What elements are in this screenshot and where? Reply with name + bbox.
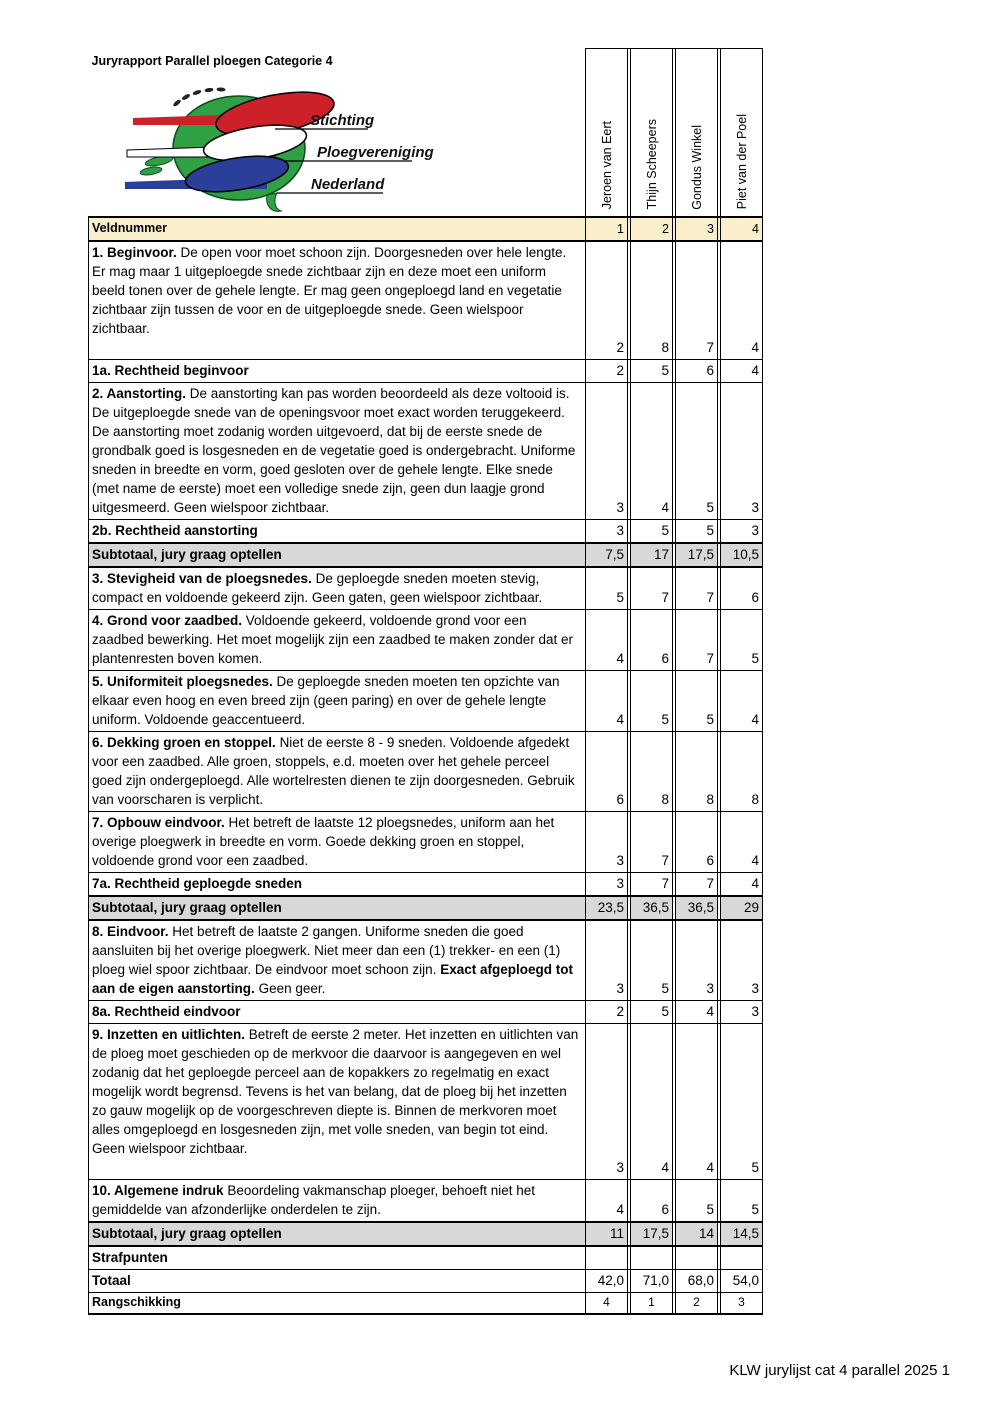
subtotal-value: 17,5 <box>676 543 718 567</box>
competitor-column-1 <box>586 49 628 217</box>
criterion-bold-phrase: Exact afgeploegd tot aan de eigen aanstorting. <box>92 961 573 996</box>
score-cell: 7 <box>676 241 718 360</box>
rank-value: 4 <box>586 1292 628 1314</box>
score-cell: 5 <box>586 567 628 610</box>
veldnummer-row <box>89 217 763 241</box>
subtotal-row-3 <box>89 1222 763 1246</box>
row-label: Strafpunten <box>92 1249 168 1265</box>
score-cell: 5 <box>631 920 673 1001</box>
criterion-row-2 <box>89 382 763 519</box>
row-label: Subtotaal, jury graag optellen <box>92 899 282 915</box>
score-cell: 4 <box>631 1023 673 1179</box>
row-label: Rangschikking <box>92 1294 181 1309</box>
veldnummer-value: 4 <box>721 217 763 241</box>
logo-word-stichting: Stichting <box>309 111 374 129</box>
criterion-label: 7. Opbouw eindvoor. <box>92 814 225 830</box>
score-cell: 5 <box>721 1179 763 1222</box>
score-cell: 3 <box>721 1000 763 1023</box>
score-cell: 4 <box>676 1000 718 1023</box>
score-cell: 2 <box>586 241 628 360</box>
veldnummer-value: 1 <box>586 217 628 241</box>
criterion-row-2b <box>89 519 763 543</box>
totaal-value: 68,0 <box>676 1269 718 1292</box>
criterion-text-cell <box>89 1023 586 1179</box>
criterion-label: 5. Uniformiteit ploegsnedes. <box>92 673 273 689</box>
strafpunten-value <box>631 1246 673 1270</box>
subtotal-value: 7,5 <box>586 543 628 567</box>
score-cell: 6 <box>586 731 628 811</box>
strafpunten-row <box>89 1246 763 1270</box>
subtotal-value: 29 <box>721 896 763 920</box>
jury-table <box>88 48 763 1315</box>
score-cell: 4 <box>721 872 763 896</box>
criterion-label: 7a. Rechtheid geploegde sneden <box>92 875 303 891</box>
criterion-label: 9. Inzetten en uitlichten. <box>92 1026 246 1042</box>
criterion-description: De geploegde sneden moeten ten opzichte van elkaar even hoog en even breed zijn (geen paring) en over de gehele lengte uniform. Voldoende geaccentueerd. <box>92 673 560 727</box>
competitor-name: Piet van der Poel <box>734 114 749 210</box>
score-cell: 5 <box>721 1023 763 1179</box>
score-cell: 5 <box>721 609 763 670</box>
subtotal-value: 17,5 <box>631 1222 673 1246</box>
logo-word-nederland: Nederland <box>310 175 384 193</box>
score-cell: 6 <box>721 567 763 610</box>
strafpunten-label-cell <box>89 1246 586 1270</box>
criterion-row-6 <box>89 731 763 811</box>
page-title: Juryrapport Parallel ploegen Categorie 4 <box>91 53 333 68</box>
totaal-value: 71,0 <box>631 1269 673 1292</box>
competitor-column-4 <box>721 49 763 217</box>
criterion-label: 4. Grond voor zaadbed. <box>92 612 243 628</box>
totaal-value: 54,0 <box>721 1269 763 1292</box>
criterion-row-7 <box>89 811 763 872</box>
strafpunten-value <box>586 1246 628 1270</box>
rank-value: 3 <box>721 1292 763 1314</box>
subtotal-row-2 <box>89 896 763 920</box>
criterion-row-3 <box>89 567 763 610</box>
criterion-description: De open voor moet schoon zijn. Doorgesneden over hele lengte. Er mag maar 1 uitgeploegde snede zichtbaar zijn en deze moet een uniform beeld tonen over de gehele lengte. Er mag geen ongeploegd land en vegetatie zichtbaar zijn tussen de voor en de uitgeploegde snede. Geen wielspoor zichtbaar. <box>92 244 567 336</box>
criterion-text-cell <box>89 382 586 519</box>
rangschikking-label-cell <box>89 1292 586 1314</box>
score-cell: 7 <box>631 567 673 610</box>
score-cell: 5 <box>676 519 718 543</box>
criterion-row-1 <box>89 241 763 360</box>
totaal-row <box>89 1269 763 1292</box>
criterion-row-10 <box>89 1179 763 1222</box>
score-cell: 3 <box>586 519 628 543</box>
score-cell: 3 <box>586 1023 628 1179</box>
criterion-description: Beoordeling vakmanschap ploeger, behoeft niet het gemiddelde van afzonderlijke onderdelen te zijn. <box>92 1182 536 1217</box>
criterion-text-cell <box>89 359 586 382</box>
criterion-label: 1. Beginvoor. <box>92 244 177 260</box>
row-label: Veldnummer <box>92 220 168 235</box>
row-label: Subtotaal, jury graag optellen <box>92 1225 282 1241</box>
score-cell: 4 <box>721 241 763 360</box>
subtotal-label-cell <box>89 896 586 920</box>
score-cell: 7 <box>676 567 718 610</box>
criterion-text-cell <box>89 1000 586 1023</box>
veldnummer-value: 3 <box>676 217 718 241</box>
score-cell: 5 <box>676 1179 718 1222</box>
veldnummer-value: 2 <box>631 217 673 241</box>
logo-word-ploegvereniging: Ploegvereniging <box>316 143 434 161</box>
score-cell: 4 <box>586 609 628 670</box>
criterion-row-1a <box>89 359 763 382</box>
subtotal-value: 14,5 <box>721 1222 763 1246</box>
criterion-label: 8a. Rechtheid eindvoor <box>92 1003 241 1019</box>
criterion-row-9 <box>89 1023 763 1179</box>
criterion-label: 10. Algemene indruk <box>92 1182 224 1198</box>
score-cell: 3 <box>586 382 628 519</box>
competitor-name: Thijn Scheepers <box>644 119 659 210</box>
subtotal-label-cell <box>89 543 586 567</box>
subtotal-value: 36,5 <box>676 896 718 920</box>
criterion-description: Voldoende gekeerd, voldoende grond voor een zaadbed bewerking. Het moet mogelijk zijn een zaadbed te maken zonder dat er plantenresten boven komen. <box>92 612 574 666</box>
score-cell: 5 <box>676 670 718 731</box>
score-cell: 5 <box>631 1000 673 1023</box>
competitor-column-3 <box>676 49 718 217</box>
criterion-text-cell <box>89 920 586 1001</box>
criterion-label: 2b. Rechtheid aanstorting <box>92 522 258 538</box>
rank-value: 1 <box>631 1292 673 1314</box>
score-cell: 7 <box>631 872 673 896</box>
score-cell: 4 <box>586 670 628 731</box>
criterion-description: De aanstorting kan pas worden beoordeeld als deze voltooid is. De uitgeploegde snede van de openingsvoor moet exact worden teruggekeerd. De aanstorting moet zodanig worden uitgevoerd, dat bij de eerste snede de grondbalk goed is losgesneden en de vegetatie goed is ondergebracht. Uniforme sneden in breedte en vorm, goed gesloten over de gehele lengte. Elke snede (met name de eerste) moet een volledige snede zijn, geen dun laagje grond uitgesmeerd. Geen wielspoor zichtbaar. <box>92 385 576 515</box>
score-cell: 3 <box>586 811 628 872</box>
criterion-text-cell <box>89 811 586 872</box>
competitor-column-2 <box>631 49 673 217</box>
subtotal-value: 17 <box>631 543 673 567</box>
criterion-description: Het betreft de laatste 2 gangen. Uniforme sneden die goed aansluiten bij het overige ploegwerk. Niet meer dan een (1) trekker- en een (1) ploeg wiel spoor zichtbaar. De eindvoor moet schoon zijn. <box>92 923 561 977</box>
row-label: Subtotaal, jury graag optellen <box>92 546 282 562</box>
criterion-row-8 <box>89 920 763 1001</box>
score-cell: 5 <box>631 359 673 382</box>
score-cell: 8 <box>676 731 718 811</box>
score-cell: 4 <box>676 1023 718 1179</box>
score-cell: 7 <box>676 872 718 896</box>
criterion-text-cell <box>89 1179 586 1222</box>
score-cell: 4 <box>721 811 763 872</box>
criterion-label: 3. Stevigheid van de ploegsnedes. <box>92 570 312 586</box>
criterion-text-cell <box>89 241 586 360</box>
rank-value: 2 <box>676 1292 718 1314</box>
criterion-row-4 <box>89 609 763 670</box>
score-cell: 5 <box>676 382 718 519</box>
criterion-row-8a <box>89 1000 763 1023</box>
logo-island <box>139 165 162 176</box>
score-cell: 7 <box>631 811 673 872</box>
score-cell: 4 <box>721 359 763 382</box>
criterion-row-7a <box>89 872 763 896</box>
score-cell: 8 <box>721 731 763 811</box>
score-cell: 6 <box>631 1179 673 1222</box>
score-cell: 7 <box>676 609 718 670</box>
criterion-text-cell <box>89 567 586 610</box>
criterion-description: Betreft de eerste 2 meter. Het inzetten en uitlichten van de ploeg moet geschieden op de merkvoor die daarvoor is aangegeven en wel zodanig dat het geploegde perceel aan de kopakkers zo regelmatig en exact mogelijk wordt begrensd. Tevens is het van belang, dat de ploeg bij het inzetten zo gauw mogelijk op de voorgeschreven diepte is. Binnen de merkvoren moet alles omgeploegd en losgesneden zijn, met volle sneden, van begin tot eind. Geen wielspoor zichtbaar. <box>92 1026 579 1156</box>
score-cell: 6 <box>676 811 718 872</box>
criterion-description: De geploegde sneden moeten stevig, compact en voldoende gekeerd zijn. Geen gaten, geen wielspoor zichtbaar. <box>92 570 543 605</box>
subtotal-value: 10,5 <box>721 543 763 567</box>
criterion-label: 8. Eindvoor. <box>92 923 169 939</box>
footer-text: KLW jurylijst cat 4 parallel 2025 1 <box>729 1362 950 1379</box>
score-cell: 3 <box>721 382 763 519</box>
subtotal-value: 11 <box>586 1222 628 1246</box>
criterion-text-cell <box>89 519 586 543</box>
score-cell: 2 <box>586 359 628 382</box>
competitor-name: Jeroen van Eert <box>599 121 614 210</box>
score-cell: 3 <box>586 920 628 1001</box>
score-cell: 4 <box>631 382 673 519</box>
criterion-label: 2. Aanstorting. <box>92 385 187 401</box>
score-cell: 5 <box>631 519 673 543</box>
score-cell: 3 <box>586 872 628 896</box>
criterion-label: 1a. Rechtheid beginvoor <box>92 362 249 378</box>
subtotal-value: 23,5 <box>586 896 628 920</box>
criterion-description: Niet de eerste 8 - 9 sneden. Voldoende afgedekt voor een zaadbed. Alle groen, stoppels, e.d. moeten over het gehele perceel goed zijn ondergeploegd. Alle wortelresten dienen te zijn doorgesneden. Gebruik van voorscharen is verplicht. <box>92 734 575 807</box>
criterion-description: Geen geer. <box>258 980 326 996</box>
organization-logo <box>125 87 435 215</box>
row-label: Totaal <box>92 1272 131 1288</box>
score-cell: 6 <box>676 359 718 382</box>
rangschikking-row <box>89 1292 763 1314</box>
criterion-text-cell <box>89 670 586 731</box>
criterion-text-cell <box>89 872 586 896</box>
criterion-row-5 <box>89 670 763 731</box>
criterion-text-cell <box>89 609 586 670</box>
title-and-logo-cell <box>89 49 586 217</box>
score-cell: 3 <box>721 920 763 1001</box>
competitor-header-row <box>89 49 763 217</box>
score-cell: 4 <box>721 670 763 731</box>
score-cell: 3 <box>676 920 718 1001</box>
score-cell: 3 <box>721 519 763 543</box>
totaal-label-cell <box>89 1269 586 1292</box>
veldnummer-label-cell <box>89 217 586 241</box>
criterion-text-cell <box>89 731 586 811</box>
score-cell: 2 <box>586 1000 628 1023</box>
score-cell: 5 <box>631 670 673 731</box>
subtotal-value: 14 <box>676 1222 718 1246</box>
score-cell: 8 <box>631 731 673 811</box>
score-cell: 8 <box>631 241 673 360</box>
totaal-value: 42,0 <box>586 1269 628 1292</box>
logo-map-tail <box>266 193 280 211</box>
subtotal-value: 36,5 <box>631 896 673 920</box>
strafpunten-value <box>721 1246 763 1270</box>
criterion-label: 6. Dekking groen en stoppel. <box>92 734 276 750</box>
score-cell: 4 <box>586 1179 628 1222</box>
competitor-name: Gondus Winkel <box>689 124 704 210</box>
subtotal-label-cell <box>89 1222 586 1246</box>
subtotal-row-1 <box>89 543 763 567</box>
criterion-description: Het betreft de laatste 12 ploegsnedes, uniform aan het overige ploegwerk in breedte en vorm. Goede dekking groen en stoppel, voldoende grond voor een zaadbed. <box>92 814 555 868</box>
strafpunten-value <box>676 1246 718 1270</box>
score-cell: 6 <box>631 609 673 670</box>
